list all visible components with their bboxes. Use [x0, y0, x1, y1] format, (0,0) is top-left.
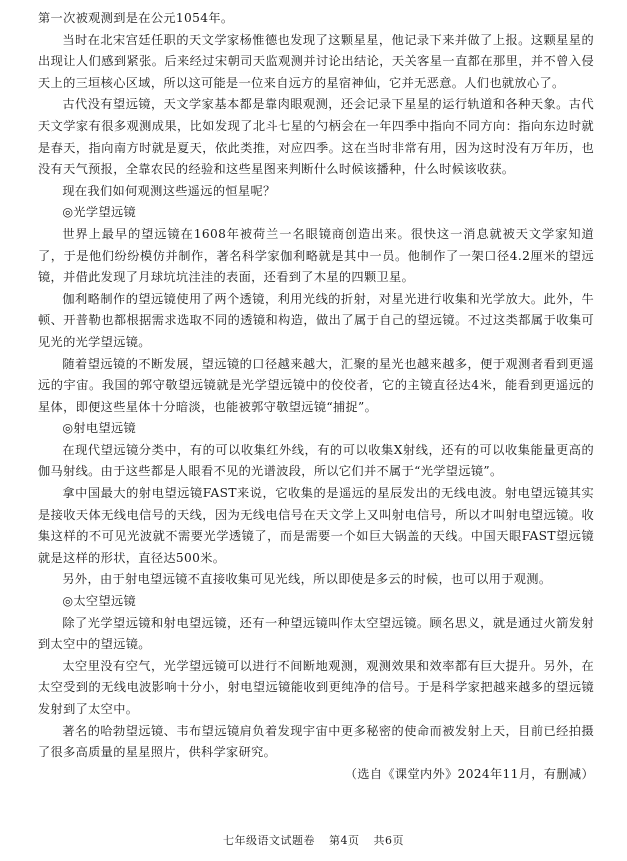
- paragraph: 世界上最早的望远镜在1608年被荷兰一名眼镜商创造出来。很快这一消息就被天文学家知道了，于是他们纷纷模仿并制作，著名科学家伽利略就是其中一员。他制作了一架口径4.2厘米的望远镜，并借此发现了月球坑坑洼洼的表面，还看到了木星的四颗卫星。: [38, 226, 594, 285]
- page-total: 共6页: [373, 834, 404, 847]
- paragraph: 另外，由于射电望远镜不直接收集可见光线，所以即使是多云的时候，也可以用于观测。: [62, 572, 552, 587]
- paragraph: 伽利略制作的望远镜使用了两个透镜，利用光线的折射，对星光进行收集和光学放大。此外，牛顿、开普勒也都根据需求选取不同的透镜和构造，做出了属于自己的望远镜。不过这类都属于收集可见光的光学望远镜。: [38, 291, 594, 349]
- exam-title: 七年级语文试题卷: [223, 834, 315, 847]
- page-footer: [0, 832, 627, 848]
- paragraph: 当时在北宋宫廷任职的天文学家杨惟德也发现了这颗星星，他记录下来并做了上报。这颗星星的出现让人们感到紧张。后来经过宋朝司天监观测并讨论出结论，天关客星一直都在那里，并不曾入侵天上的三垣核心区域，所以这可能是一位来自远方的星宿神仙，它并无恶意。人们也就放心了。: [38, 32, 594, 90]
- paragraph: 随着望远镜的不断发展，望远镜的口径越来越大，汇聚的星光也越来越多，便于观测者看到更遥远的宇宙。我国的郭守敬望远镜就是光学望远镜中的佼佼者，它的主镜直径达4米，能看到更遥远的星体，即便这些星体十分暗淡，也能被郭守敬望远镜“捕捉”。: [38, 356, 594, 414]
- paragraph: 在现代望远镜分类中，有的可以收集红外线，有的可以收集X射线，还有的可以收集能量更高的伽马射线。由于这些都是人眼看不见的光谱波段，所以它们并不属于“光学望远镜”。: [38, 442, 594, 479]
- paragraph: 古代没有望远镜，天文学家基本都是靠肉眼观测，还会记录下星星的运行轨道和各种天象。古代天文学家有很多观测成果，比如发现了北斗七星的勺柄会在一年四季中指向不同方向：指向东边时就是春天，指向南方时就是夏天，依此类推，对应四季。这在当时非常有用，因为这时没有万年历，也没有天气预报，全靠农民的经验和这些星图来判断什么时候该播种，什么时候该收获。: [38, 97, 594, 177]
- section-heading-optical: ◎光学望远镜: [62, 205, 137, 220]
- paragraph: 著名的哈勃望远镜、韦布望远镜肩负着发现宇宙中更多秘密的使命而被发射上天，目前已经拍摄了很多高质量的星星照片，供科学家研究。: [38, 723, 594, 760]
- section-heading-radio: ◎射电望远镜: [62, 421, 137, 436]
- source-citation: （选自《课堂内外》2024年11月，有删减）: [344, 766, 594, 781]
- paragraph: 太空里没有空气，光学望远镜可以进行不间断地观测，观测效果和效率都有巨大提升。另外，在太空受到的无线电波影响十分小，射电望远镜能收到更纯净的信号。于是科学家把越来越多的望远镜发射到了太空中。: [38, 658, 594, 716]
- page-number: 第4页: [329, 834, 360, 847]
- paragraph: 除了光学望远镜和射电望远镜，还有一种望远镜叫作太空望远镜。顾名思义，就是通过火箭发射到太空中的望远镜。: [38, 615, 594, 652]
- paragraph: 拿中国最大的射电望远镜FAST来说，它收集的是遥远的星辰发出的无线电波。射电望远镜其实是接收天体无线电信号的天线，因为无线电信号在天文学上又叫射电信号，所以才叫射电望远镜。收集这样的不可见光波就不需要光学透镜了，而是需要一个如巨大锅盖的天线。中国天眼FAST望远镜就是这样的形状，直径达500米。: [38, 486, 594, 565]
- paragraph: 第一次被观测到是在公元1054年。: [38, 11, 234, 25]
- section-heading-space: ◎太空望远镜: [62, 594, 137, 609]
- article-body: [38, 8, 594, 785]
- paragraph: 现在我们如何观测这些遥远的恒星呢？: [62, 183, 276, 198]
